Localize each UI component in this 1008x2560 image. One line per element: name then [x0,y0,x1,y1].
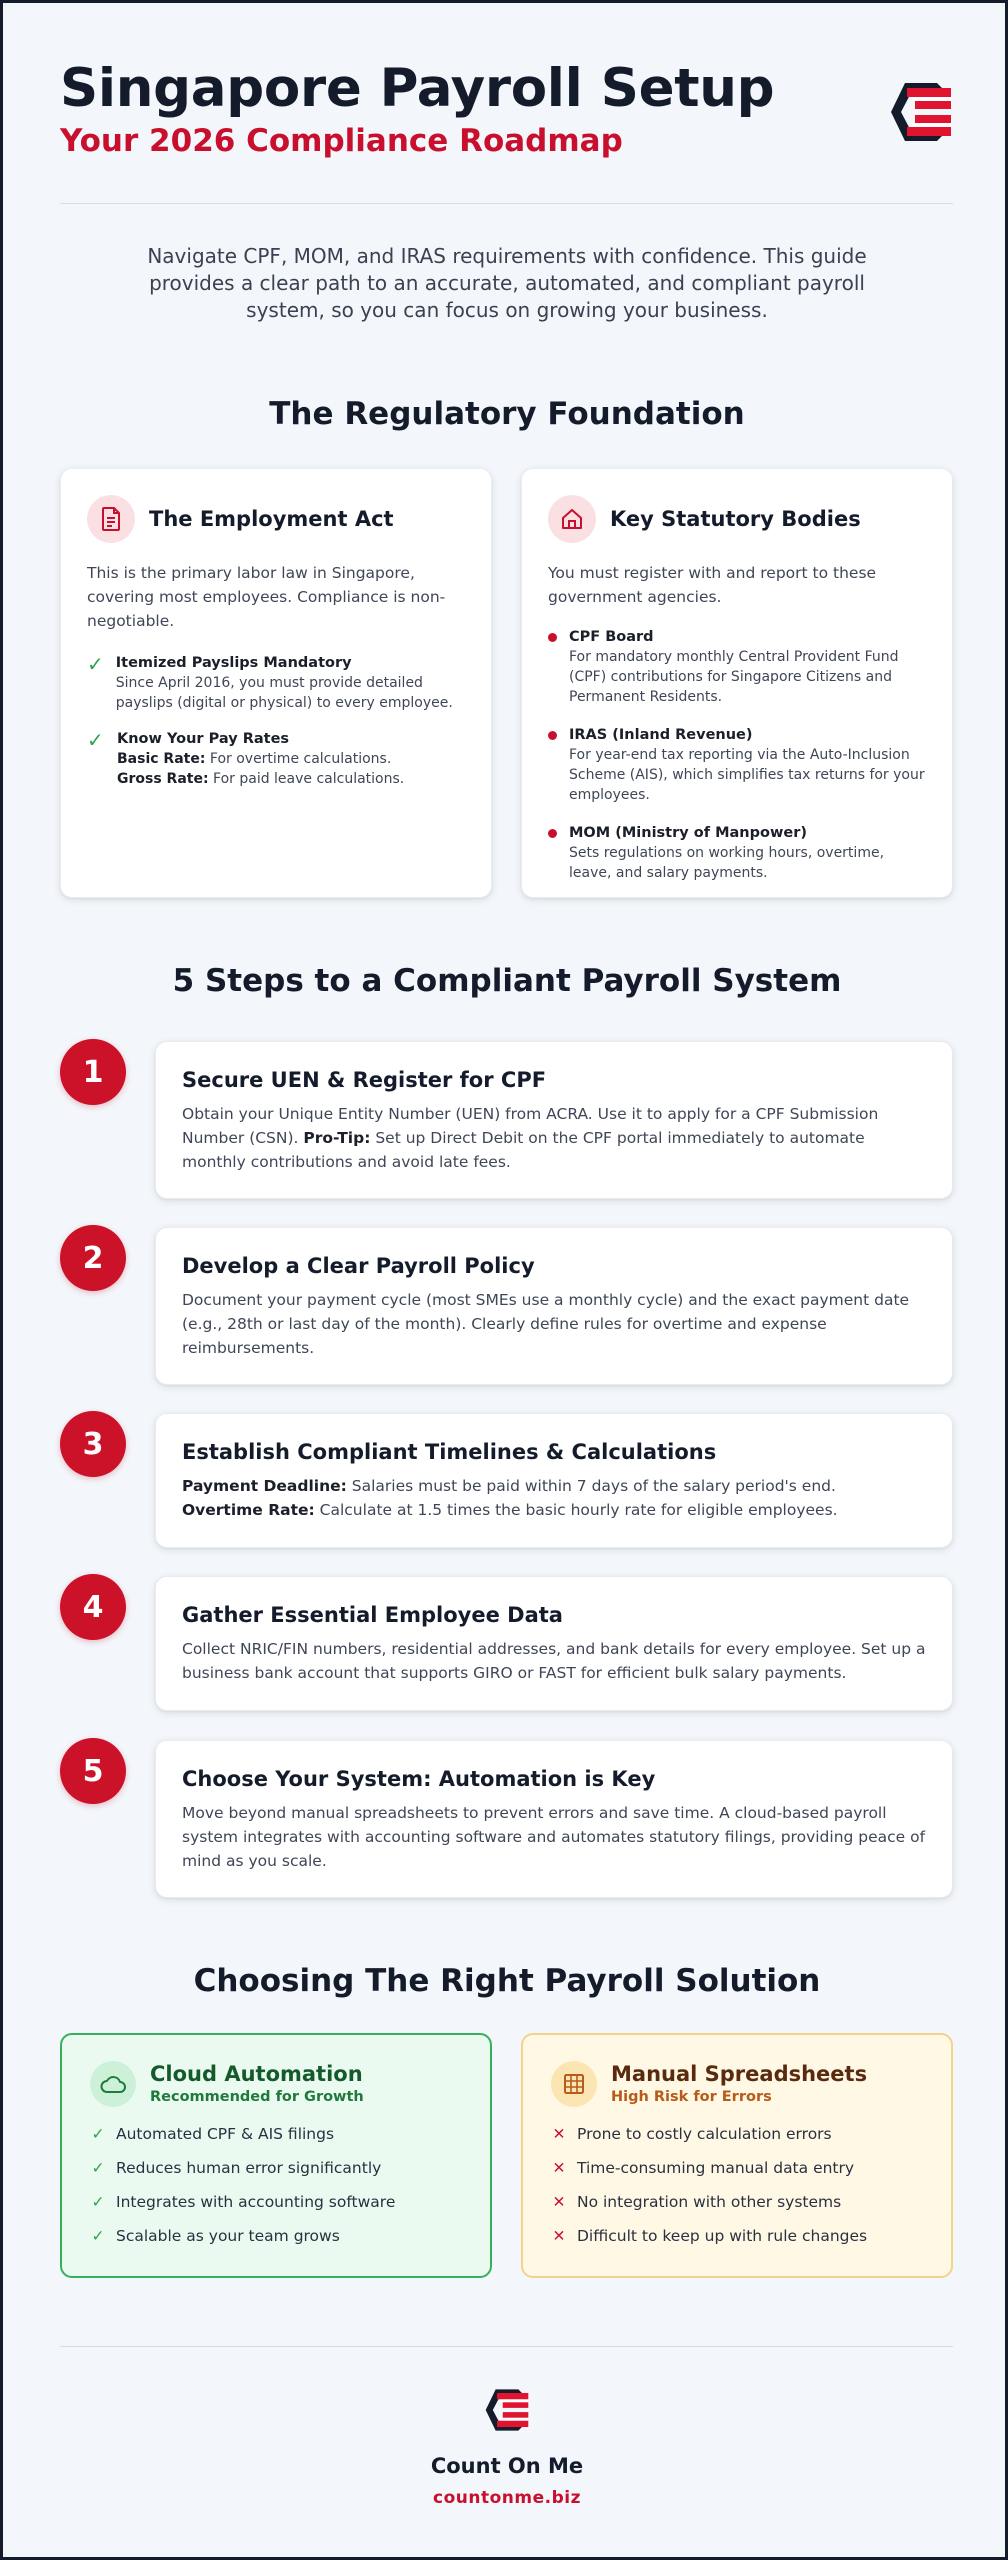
check-icon: ✓ [91,2227,105,2245]
basic-rate-text [117,749,404,769]
step-number: 5 [60,1738,126,1804]
cloud-automation-title: Cloud Automation [150,2062,363,2086]
step-text: Document your payment cycle (most SMEs use a monthly cycle) and the exact payment date (e.g., 28th or last day of the month). Clearly define rules for overtime and expense reimbursements. [182,1291,910,1357]
pro-tip-label: Pro-Tip: [303,1129,371,1147]
step-number: 4 [60,1574,126,1640]
list-item [87,729,465,789]
body-text: For mandatory monthly Central Provident Fund (CPF) contributions for Singapore Citizens and Permanent Residents. [569,649,899,705]
risk-text: No integration with other systems [577,2193,842,2211]
benefit-text: Reduces human error significantly [116,2159,382,2177]
cloud-benefits-list [90,2117,462,2253]
list-item [551,2117,923,2151]
bullet-icon [548,829,557,838]
payment-deadline-text: Salaries must be paid within 7 days of the salary period's end. [346,1477,836,1495]
step-text [182,1102,926,1174]
cloud-automation-card [60,2033,492,2278]
overtime-rate-text: Calculate at 1.5 times the basic hourly rate for eligible employees. [314,1501,838,1519]
cross-icon: ✕ [552,2193,566,2211]
website-link[interactable]: countonme.biz [433,2488,581,2508]
body-name: MOM (Ministry of Manpower) [569,825,807,841]
divider [60,203,953,204]
body-name: IRAS (Inland Revenue) [569,727,753,743]
list-item [90,2117,462,2151]
step-card [155,1576,953,1711]
employment-act-title: The Employment Act [149,507,394,531]
list-item [90,2219,462,2253]
intro-text: Navigate CPF, MOM, and IRAS requirements with confidence. This guide provides a clear path to an accurate, automated, and compliant payroll system, so you can focus on growing your business. [147,244,867,322]
gross-rate-desc: For paid leave calculations. [208,771,405,787]
manual-risks-list [551,2117,923,2253]
step-title: Establish Compliant Timelines & Calculations [182,1440,717,1464]
step-number: 1 [60,1039,126,1105]
list-item [90,2185,462,2219]
check-icon: ✓ [91,2125,105,2143]
risk-text: Prone to costly calculation errors [577,2125,832,2143]
basic-rate-label: Basic Rate: [117,751,206,767]
cloud-automation-tag: Recommended for Growth [150,2089,364,2105]
step-title: Secure UEN & Register for CPF [182,1068,547,1092]
step-card [155,1041,953,1199]
cloud-icon [90,2061,136,2107]
gross-rate-label: Gross Rate: [117,771,209,787]
statutory-bodies-title: Key Statutory Bodies [610,507,861,531]
step-title: Gather Essential Employee Data [182,1603,563,1627]
page-subtitle: Your 2026 Compliance Roadmap [60,123,623,159]
list-item [87,653,465,713]
statutory-bodies-description: You must register with and report to these government agencies. [548,564,877,606]
list-item [90,2151,462,2185]
list-item [548,627,926,707]
list-item [551,2219,923,2253]
page-title: Singapore Payroll Setup [60,58,775,119]
manual-spreadsheets-card [521,2033,953,2278]
step-card [155,1413,953,1548]
brand-name: Count On Me [430,2454,584,2478]
cross-icon: ✕ [552,2125,566,2143]
steps-heading: 5 Steps to a Compliant Payroll System [172,963,842,999]
check-icon: ✓ [91,2159,105,2177]
employment-act-card [60,468,492,898]
risk-text: Time-consuming manual data entry [577,2159,855,2177]
page-footer [3,2388,1008,2508]
cross-icon: ✕ [552,2227,566,2245]
overtime-rate-line [182,1498,926,1522]
step-title: Choose Your System: Automation is Key [182,1767,656,1791]
solutions-heading: Choosing The Right Payroll Solution [193,1963,821,1999]
statutory-bodies-card [521,468,953,898]
body-text: For year-end tax reporting via the Auto-Inclusion Scheme (AIS), which simplifies tax returns for your employees. [569,747,925,803]
manual-spreadsheets-title: Manual Spreadsheets [611,2062,868,2086]
step-text [182,1474,926,1522]
divider [60,2346,953,2347]
step-number: 3 [60,1411,126,1477]
foundation-heading: The Regulatory Foundation [269,396,745,432]
spreadsheet-icon [551,2061,597,2107]
document-icon [87,495,135,543]
item-title: Know Your Pay Rates [117,731,290,747]
bullet-icon [548,633,557,642]
step-text-part: Obtain your Unique Entity Number (UEN) from ACRA. Use it to apply for a CPF Submission Number (CSN). [182,1105,879,1147]
gross-rate-text [117,769,404,789]
count-on-me-logo-icon [484,2388,530,2432]
benefit-text: Automated CPF & AIS filings [116,2125,335,2143]
risk-text: Difficult to keep up with rule changes [577,2227,868,2245]
basic-rate-desc: For overtime calculations. [205,751,392,767]
manual-spreadsheets-tag: High Risk for Errors [611,2089,772,2105]
employment-act-description: This is the primary labor law in Singapore, covering most employees. Compliance is non-negotiable. [87,564,446,630]
step-card [155,1227,953,1385]
list-item [548,823,926,883]
payment-deadline-label: Payment Deadline: [182,1477,347,1495]
payment-deadline-line [182,1474,926,1498]
step-text: Move beyond manual spreadsheets to prevent errors and save time. A cloud-based payroll system integrates with accounting software and automates statutory filings, providing peace of mind as you scale. [182,1804,926,1870]
list-item [551,2151,923,2185]
body-text: Sets regulations on working hours, overtime, leave, and salary payments. [569,845,885,881]
step-number: 2 [60,1225,126,1291]
body-name: CPF Board [569,629,654,645]
step-title: Develop a Clear Payroll Policy [182,1254,535,1278]
benefit-text: Integrates with accounting software [116,2193,396,2211]
building-icon [548,495,596,543]
step-card [155,1740,953,1898]
page-header [60,58,953,159]
bullet-icon [548,731,557,740]
count-on-me-logo-icon [889,81,953,143]
check-icon: ✓ [87,728,104,752]
step-text: Collect NRIC/FIN numbers, residential addresses, and bank details for every employee. Set up a business bank account that supports GIRO or FAST for efficient bulk salary payments. [182,1640,926,1682]
benefit-text: Scalable as your team grows [116,2227,340,2245]
check-icon: ✓ [87,652,104,676]
overtime-rate-label: Overtime Rate: [182,1501,315,1519]
list-item [548,725,926,805]
step-text-part: Set up Direct Debit on the CPF portal immediately to automate monthly contributions and avoid late fees. [182,1129,865,1171]
item-title: Itemized Payslips Mandatory [115,655,352,671]
item-text: Since April 2016, you must provide detailed payslips (digital or physical) to every employee. [115,675,453,711]
cross-icon: ✕ [552,2159,566,2177]
check-icon: ✓ [91,2193,105,2211]
list-item [551,2185,923,2219]
